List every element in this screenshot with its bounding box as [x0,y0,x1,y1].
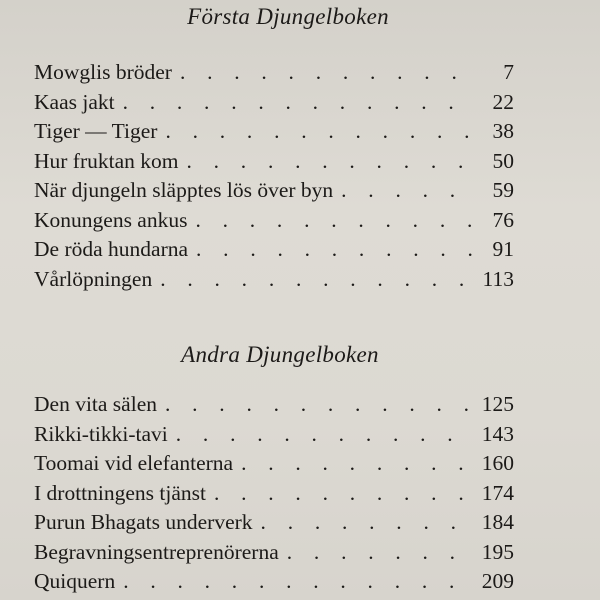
toc-entry [34,510,514,540]
toc-entry [34,60,514,90]
toc-entry-page: 91 [492,237,514,261]
toc-entry [34,451,514,481]
toc-entry-title: Kaas jakt [34,89,115,114]
toc-entry-title: När djungeln släpptes lös över byn [34,178,334,202]
toc-entry-title: Hur fruktan kom [34,148,179,173]
toc-entry [34,119,514,149]
section-heading-forsta: Första Djungelboken [187,4,389,29]
toc-entry-page: 174 [481,480,514,505]
toc-entry-page: 184 [481,510,514,534]
dot-leader [188,237,474,262]
dot-leader [157,119,474,144]
dot-leader [152,267,474,292]
toc-entry-page: 160 [481,451,514,475]
dot-leader [253,510,474,535]
dot-leader [206,481,474,506]
toc-entry [34,481,514,511]
toc-entry [34,392,514,422]
toc-entry-title: Mowglis bröder [34,60,172,84]
toc-entry-page: 22 [492,89,514,114]
toc-entry-title: Rikki-tikki-tavi [34,421,168,446]
toc-entry [34,267,514,297]
toc-entry-page: 143 [481,421,514,446]
dot-leader [115,569,474,594]
toc-entry [34,569,514,599]
toc-entry-title: Tiger — Tiger [34,119,158,143]
dot-leader [168,422,474,447]
toc-list-forsta [34,60,514,296]
toc-entry [34,208,514,238]
toc-entry-page: 38 [492,119,514,143]
toc-entry-page: 195 [481,539,514,564]
toc-entry [34,237,514,267]
dot-leader [157,392,474,417]
toc-entry-page: 59 [492,178,514,202]
toc-list-andra [34,392,514,599]
toc-entry-page: 113 [482,266,514,291]
toc-entry-title: I drottningens tjänst [34,480,206,505]
toc-entry [34,90,514,120]
dot-leader [179,149,475,174]
section-heading-andra: Andra Djungelboken [181,342,379,367]
toc-entry [34,540,514,570]
toc-entry [34,422,514,452]
toc-entry-page: 209 [481,569,514,593]
toc-entry-page: 50 [492,148,514,173]
dot-leader [187,208,474,233]
dot-leader [115,90,474,115]
toc-entry [34,149,514,179]
dot-leader [233,451,474,476]
toc-entry-title: Quiquern [34,569,116,593]
toc-entry-title: Den vita sälen [34,392,157,416]
dot-leader [172,60,474,85]
toc-entry-page: 7 [503,60,514,84]
toc-entry-title: Vårlöpningen [34,266,153,291]
toc-entry-page: 76 [492,207,514,232]
toc-entry-title: De röda hundarna [34,237,189,261]
dot-leader [279,540,474,565]
toc-entry-title: Begravningsentreprenörerna [34,539,279,564]
toc-entry-page: 125 [481,392,514,416]
dot-leader [333,178,474,203]
toc-entry [34,178,514,208]
toc-entry-title: Toomai vid elefanterna [34,451,234,475]
toc-entry-title: Konungens ankus [34,207,188,232]
toc-entry-title: Purun Bhagats underverk [34,510,253,534]
